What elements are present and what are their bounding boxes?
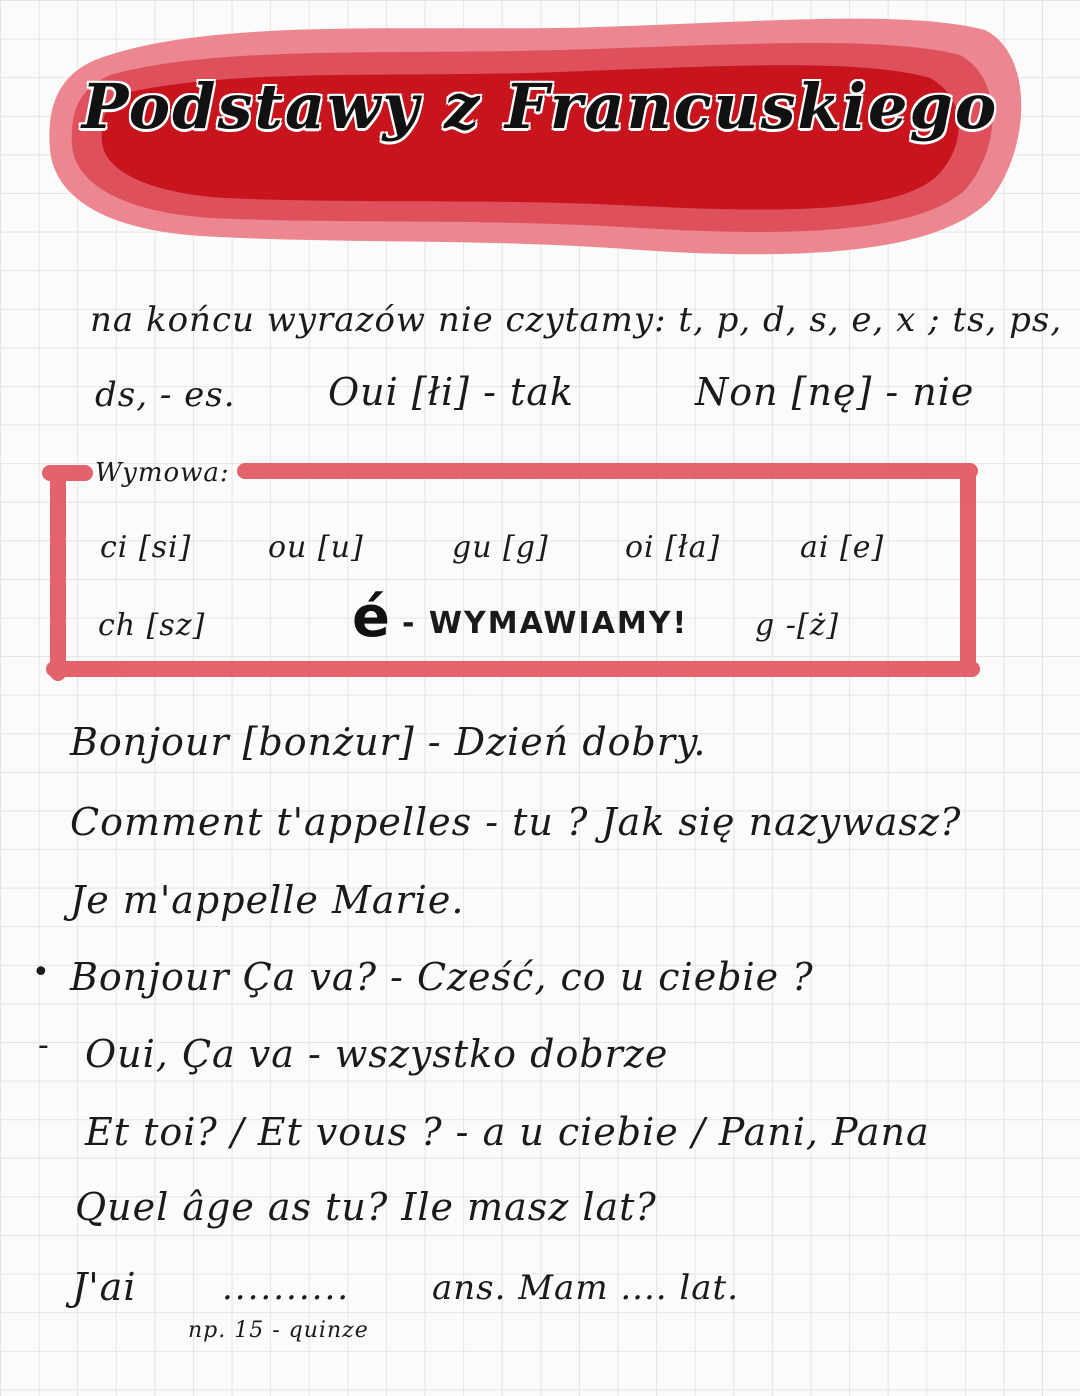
pronunciation-heading: Wymowa: [95, 458, 230, 488]
phrase-quel-age: Quel âge as tu? Ile masz lat? [75, 1185, 657, 1229]
pron-gu: gu [g] [452, 530, 549, 565]
phrase-jai: J'ai [72, 1265, 137, 1309]
pron-ai: ai [e] [800, 530, 885, 565]
phrase-jai-rest: ans. Mam .... lat. [432, 1268, 740, 1308]
phrase-et-toi: Et toi? / Et vous ? - a u ciebie / Pani, Pana [85, 1110, 930, 1154]
phrase-comment: Comment t'appelles - tu ? Jak się nazywasz? [70, 800, 962, 844]
non-translation: Non [nę] - nie [695, 370, 975, 414]
pron-ch: ch [sz] [98, 608, 206, 643]
phrase-je-mappelle: Je m'appelle Marie. [70, 878, 465, 922]
e-acute-letter: é [352, 585, 390, 650]
age-blank: .......... [222, 1268, 351, 1308]
silent-letters-rule: na końcu wyrazów nie czytamy: t, p, d, s, e, x ; ts, ps, [90, 300, 1063, 340]
oui-translation: Oui [łi] - tak [328, 370, 574, 414]
pron-ci: ci [si] [100, 530, 192, 565]
phrase-ca-va-answer: Oui, Ça va - wszystko dobrze [85, 1032, 669, 1076]
bullet-dash: - [38, 1028, 49, 1063]
bullet-dot: • [32, 955, 50, 990]
silent-letters-rule-cont: ds, - es. [95, 375, 236, 415]
e-acute-note: - WYMAWIAMY! [402, 606, 689, 641]
pron-g: g -[ż] [755, 608, 840, 643]
pron-ou: ou [u] [268, 530, 364, 565]
pronunciation-frame [40, 455, 990, 690]
page-title: Podstawy z Francuskiego [81, 70, 999, 143]
phrase-bonjour: Bonjour [bonżur] - Dzień dobry. [70, 720, 707, 764]
age-example: np. 15 - quinze [188, 1318, 369, 1343]
phrase-ca-va-question: Bonjour Ça va? - Cześć, co u ciebie ? [70, 955, 814, 999]
pron-oi: oi [ła] [625, 530, 721, 565]
